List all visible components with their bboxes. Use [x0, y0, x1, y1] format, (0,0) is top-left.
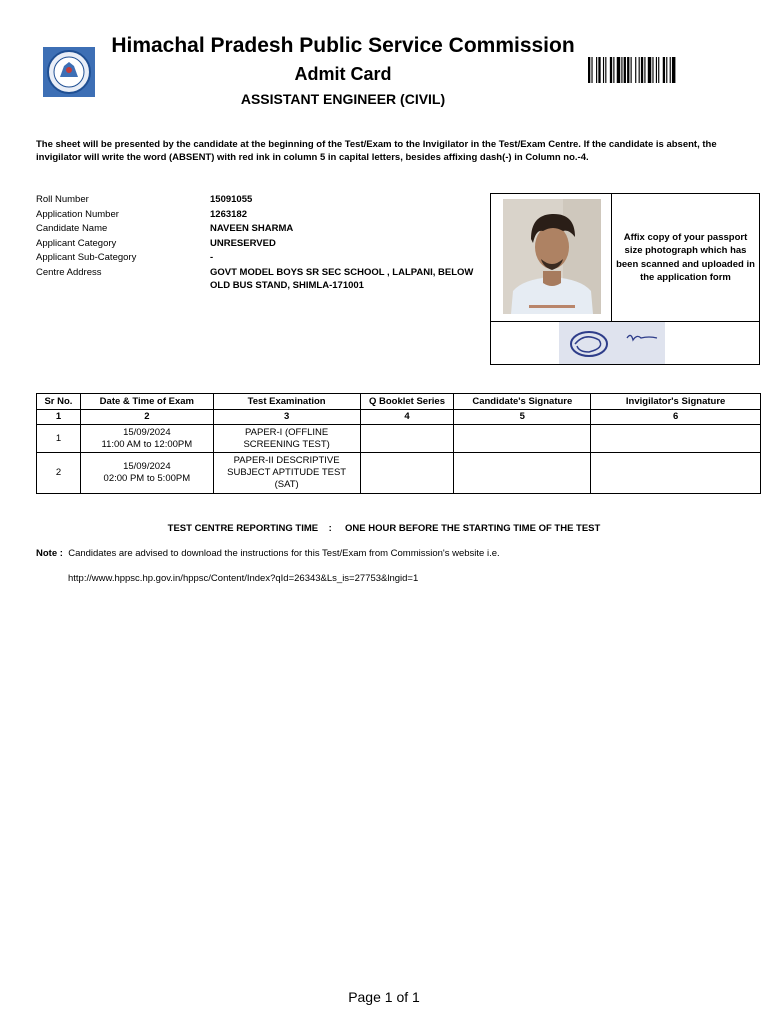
detail-value: 15091055 — [210, 194, 253, 205]
detail-row-candidate-name — [36, 222, 486, 237]
column-number: 1 — [37, 410, 81, 425]
note-label: Note : — [36, 548, 63, 559]
booklet-series-cell — [360, 425, 454, 453]
candidate-photo — [503, 199, 601, 314]
detail-row-centre-address — [36, 266, 486, 292]
barcode-bar — [658, 57, 659, 83]
instructions-text: The sheet will be presented by the candidate at the beginning of the Test/Exam to the Invigilator in the Test/Exam Centre. If the candidate is absent, the invigilator will write the word (ABSENT) with red ink in column 5 in capital letters, besides affixing dash(-) in Column no.-4. — [36, 139, 717, 163]
candidate-signature-cell — [454, 425, 591, 453]
date-time-cell — [80, 425, 213, 453]
sr-no-cell: 1 — [37, 425, 81, 453]
candidate-signature-cell — [454, 453, 591, 494]
detail-value: GOVT MODEL BOYS SR SEC SCHOOL , LALPANI, BELOW OLD BUS STAND, SHIMLA-171001 — [210, 266, 474, 291]
detail-row-applicant-category — [36, 237, 486, 252]
instructions-url: http://www.hppsc.hp.gov.in/hppsc/Content/Index?qId=26343&Ls_is=27753&lngid=1 — [68, 573, 419, 584]
post-name: ASSISTANT ENGINEER (CIVIL) — [240, 91, 446, 107]
table-row — [37, 425, 761, 453]
detail-label: Application Number — [36, 208, 119, 220]
barcode-bar — [605, 57, 606, 83]
detail-value: - — [210, 252, 214, 264]
detail-label: Roll Number — [36, 194, 89, 205]
header-date-time: Date & Time of Exam — [80, 394, 213, 410]
column-number: 3 — [213, 410, 360, 425]
barcode-bar — [656, 57, 657, 83]
photo-cell — [491, 194, 612, 322]
exam-time: 02:00 PM to 5:00PM — [103, 473, 191, 484]
barcode-bar — [635, 57, 636, 83]
barcode-bar — [631, 57, 632, 83]
barcode-bar — [591, 57, 592, 83]
date-time-cell — [80, 453, 213, 494]
affix-photo-instruction: Affix copy of your passport size photograph which has been scanned and uploaded in the application form — [612, 194, 759, 322]
reporting-value: ONE HOUR BEFORE THE STARTING TIME OF THE TEST — [345, 523, 601, 534]
barcode-image — [588, 57, 726, 83]
barcode-bar — [596, 57, 597, 83]
barcode-bar — [641, 57, 643, 83]
header-booklet-series: Q Booklet Series — [360, 394, 454, 410]
detail-value: UNRESERVED — [210, 237, 276, 249]
admit-card-heading: Admit Card — [294, 64, 392, 84]
table-row — [37, 453, 761, 494]
candidate-details — [36, 193, 486, 292]
barcode-bar — [610, 57, 612, 83]
reporting-separator: : — [328, 523, 332, 534]
booklet-series-cell — [360, 453, 454, 494]
detail-label: Applicant Category — [36, 237, 117, 249]
detail-value: NAVEEN SHARMA — [210, 223, 294, 235]
header-sr-no: Sr No. — [37, 394, 81, 410]
barcode-bar — [663, 57, 665, 83]
barcode-bar — [644, 57, 645, 83]
detail-label: Centre Address — [36, 266, 102, 278]
column-number: 6 — [591, 410, 761, 425]
barcode-bar — [588, 57, 590, 83]
barcode-bar — [627, 57, 629, 83]
column-number: 2 — [80, 410, 213, 425]
barcode-bar — [624, 57, 626, 83]
barcode-bar — [670, 57, 671, 83]
column-number: 5 — [454, 410, 591, 425]
barcode-bar — [648, 57, 651, 83]
page-number: Page 1 of 1 — [348, 989, 420, 1005]
header-candidate-signature: Candidate's Signature — [454, 394, 591, 410]
exam-date: 15/09/2024 — [123, 461, 171, 472]
detail-row-applicant-sub-category — [36, 251, 486, 266]
column-number-row — [37, 410, 761, 425]
detail-label: Candidate Name — [36, 223, 108, 235]
barcode-bar — [613, 57, 614, 83]
barcode-bar — [652, 57, 653, 83]
exam-schedule-table — [36, 393, 761, 494]
exam-time: 11:00 AM to 12:00PM — [101, 438, 193, 450]
column-number: 4 — [360, 410, 454, 425]
note — [36, 548, 500, 559]
barcode-bar — [621, 57, 622, 83]
test-name-cell: PAPER-II DESCRIPTIVE SUBJECT APTITUDE TEST (SAT) — [213, 453, 360, 494]
header-invigilator-signature: Invigilator's Signature — [591, 394, 761, 410]
reporting-label: TEST CENTRE REPORTING TIME — [167, 523, 319, 534]
detail-row-application-number — [36, 208, 486, 223]
detail-row-roll-number — [36, 193, 486, 208]
exam-date: 15/09/2024 — [123, 426, 171, 438]
barcode-bar — [598, 57, 600, 83]
invigilator-signature-cell — [591, 453, 761, 494]
barcode-bar — [617, 57, 620, 83]
photo-signature-box — [490, 193, 760, 365]
invigilator-signature-cell — [591, 425, 761, 453]
reporting-time — [0, 523, 768, 534]
test-name-cell: PAPER-I (OFFLINE SCREENING TEST) — [213, 425, 360, 453]
commission-title: Himachal Pradesh Public Service Commission — [111, 34, 575, 57]
detail-label: Applicant Sub-Category — [36, 252, 137, 264]
candidate-signature-image — [559, 322, 665, 364]
table-header-row — [37, 394, 761, 410]
note-text: Candidates are advised to download the instructions for this Test/Exam from Commission's website i.e. — [68, 548, 500, 559]
barcode-bar — [672, 57, 675, 83]
barcode-bar — [603, 57, 604, 83]
barcode-bar — [666, 57, 667, 83]
detail-value: 1263182 — [210, 208, 247, 220]
sr-no-cell: 2 — [37, 453, 81, 494]
header-test-examination: Test Examination — [213, 394, 360, 410]
barcode-bar — [639, 57, 640, 83]
